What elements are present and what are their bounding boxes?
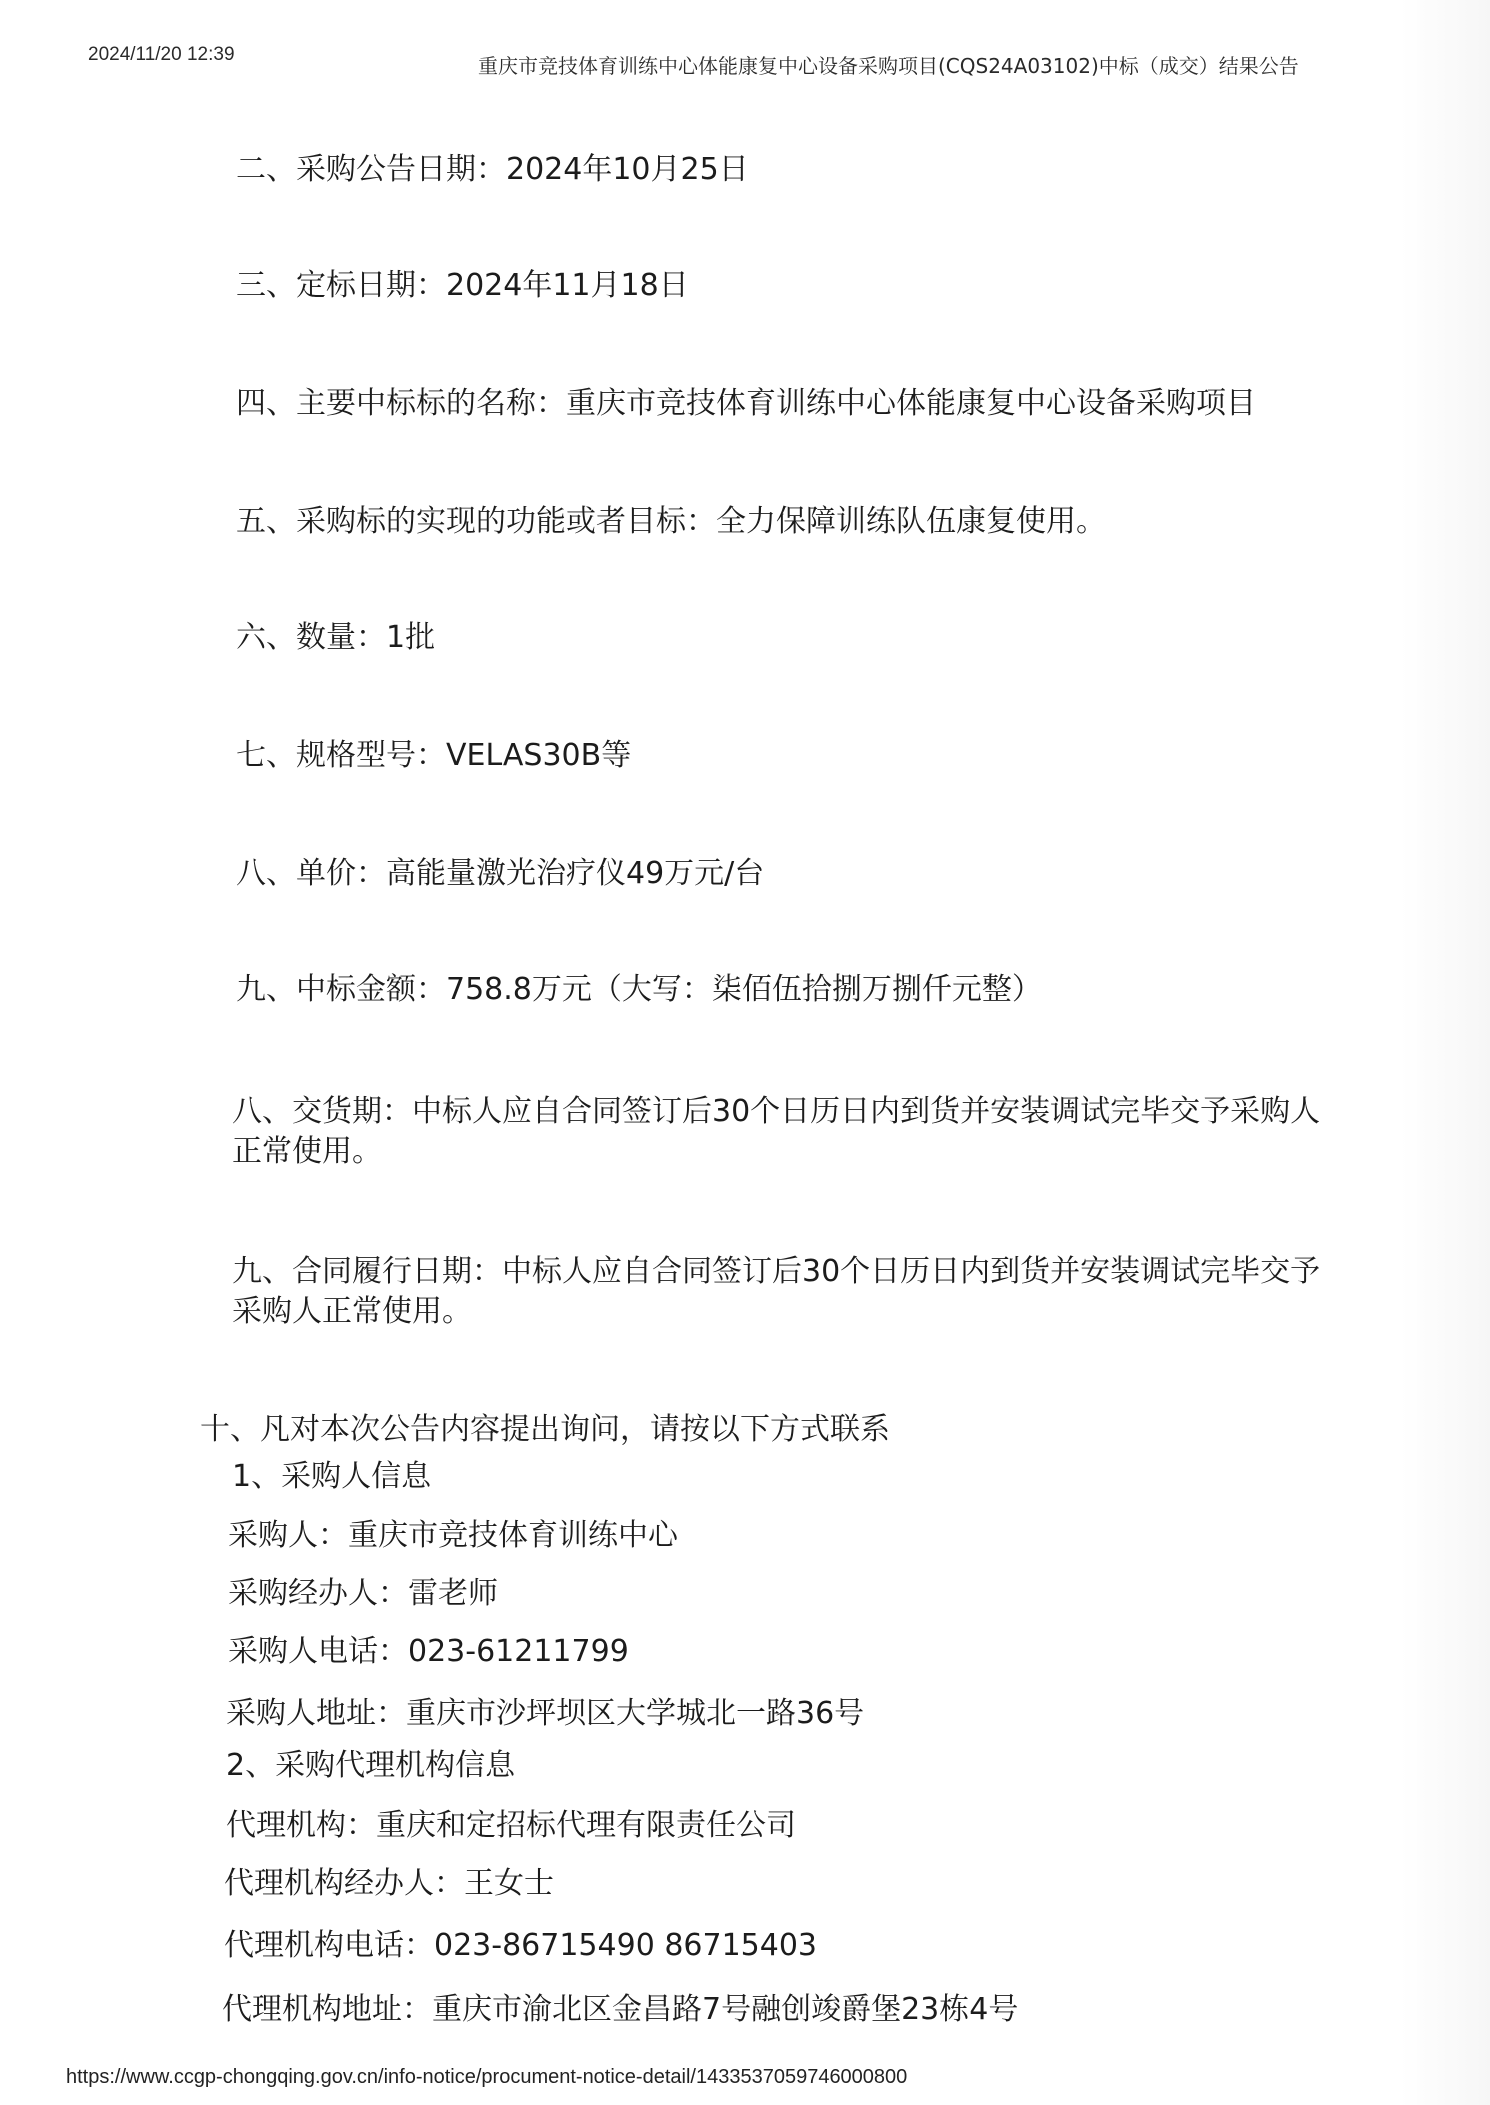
purchaser-phone: 采购人电话：023-61211799: [228, 1634, 629, 1669]
item-unit-price: 八、单价：高能量激光治疗仪49万元/台: [236, 856, 765, 891]
footer-fade: [940, 2060, 1120, 2096]
page-title: 重庆市竞技体育训练中心体能康复中心设备采购项目(CQS24A03102)中标（成交）结果公告: [478, 54, 1299, 78]
purchaser-address: 采购人地址：重庆市沙坪坝区大学城北一路36号: [226, 1696, 865, 1731]
item-delivery-period: 八、交货期：中标人应自合同签订后30个日历日内到货并安装调试完毕交予采购人正常使用。: [232, 1094, 1321, 1169]
print-datetime: 2024/11/20 12:39: [88, 44, 235, 65]
footer-url: https://www.ccgp-chongqing.gov.cn/info-notice/procument-notice-detail/1433537059746000800: [66, 2066, 908, 2088]
purchaser-name: 采购人：重庆市竞技体育训练中心: [228, 1518, 678, 1553]
item-contract-period: 九、合同履行日期：中标人应自合同签订后30个日历日内到货并安装调试完毕交予采购人正常使用。: [232, 1254, 1321, 1329]
item-model: 七、规格型号：VELAS30B等: [236, 738, 632, 773]
purchaser-agent: 采购经办人：雷老师: [228, 1576, 498, 1611]
item-award-date: 三、定标日期：2024年11月18日: [236, 268, 689, 303]
agency-agent: 代理机构经办人：王女士: [224, 1866, 554, 1901]
agency-info-heading: 2、采购代理机构信息: [226, 1748, 516, 1783]
agency-phone: 代理机构电话：023-86715490 86715403: [224, 1928, 818, 1963]
item-award-amount: 九、中标金额：758.8万元（大写：柒佰伍拾捌万捌仟元整）: [236, 972, 1042, 1007]
item-quantity: 六、数量：1批: [236, 620, 436, 655]
item-function-goal: 五、采购标的实现的功能或者目标：全力保障训练队伍康复使用。: [236, 504, 1106, 539]
agency-address: 代理机构地址：重庆市渝北区金昌路7号融创竣爵堡23栋4号: [222, 1992, 1019, 2027]
scan-shadow: [1400, 0, 1490, 2105]
agency-name: 代理机构：重庆和定招标代理有限责任公司: [226, 1808, 796, 1843]
item-announcement-date: 二、采购公告日期：2024年10月25日: [236, 152, 749, 187]
contact-heading: 十、凡对本次公告内容提出询问，请按以下方式联系: [200, 1412, 890, 1447]
item-subject-name: 四、主要中标标的名称：重庆市竞技体育训练中心体能康复中心设备采购项目: [236, 386, 1256, 421]
purchaser-info-heading: 1、采购人信息: [232, 1459, 432, 1494]
